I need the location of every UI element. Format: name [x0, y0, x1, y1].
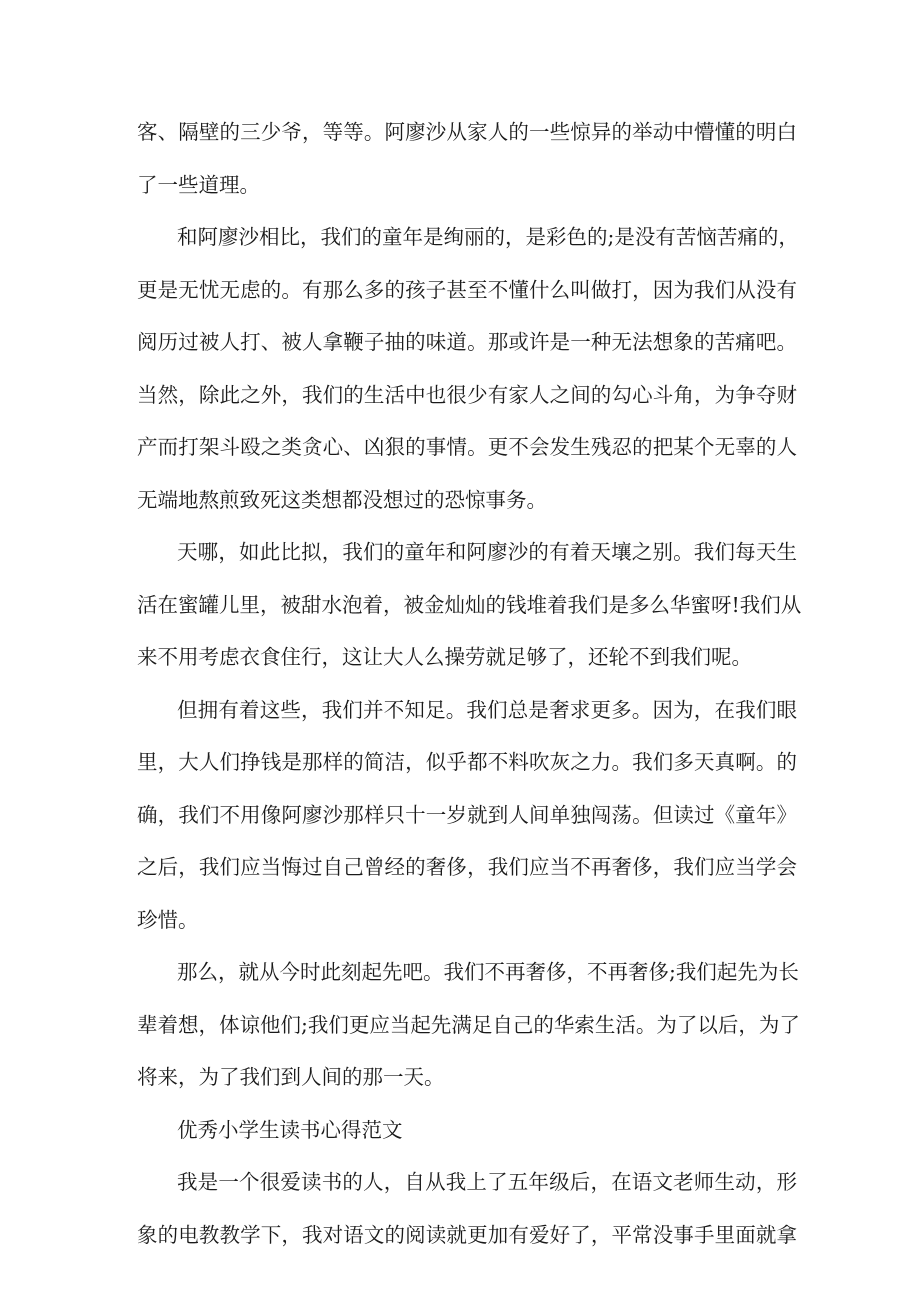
paragraph-first-line: 但拥有着这些，我们并不知足。我们总是奢求更多。因为，在我们眼	[177, 698, 797, 722]
text-line: 来不用考虑衣食住行，这让大人么操劳就足够了，还轮不到我们呢。	[137, 645, 752, 669]
text-line: 无端地熬煎致死这类想都没想过的恐惊事务。	[137, 488, 547, 512]
paragraph-first-line: 那么，就从今时此刻起先吧。我们不再奢侈，不再奢侈;我们起先为长	[177, 960, 799, 984]
text-line: 更是无忧无虑的。有那么多的孩子甚至不懂什么叫做打，因为我们从没有	[137, 278, 797, 302]
text-line: 里，大人们挣钱是那样的简洁，似乎都不料吹灰之力。我们多天真啊。的	[137, 750, 797, 774]
text-line: 之后，我们应当悔过自己曾经的奢侈，我们应当不再奢侈，我们应当学会	[137, 855, 797, 879]
text-line: 辈着想，体谅他们;我们更应当起先满足自己的华索生活。为了以后，为了	[137, 1013, 800, 1037]
paragraph-first-line: 我是一个很爱读书的人，自从我上了五年级后，在语文老师生动，形	[177, 1170, 797, 1194]
text-line: 活在蜜罐儿里，被甜水泡着，被金灿灿的钱堆着我们是多么华蜜呀!我们从	[137, 593, 802, 617]
text-line: 确，我们不用像阿廖沙那样只十一岁就到人间单独闯荡。但读过《童年》	[137, 803, 797, 827]
text-line: 象的电教教学下，我对语文的阅读就更加有爱好了，平常没事手里面就拿	[137, 1223, 797, 1247]
text-line: 了一些道理。	[137, 173, 260, 197]
text-line: 客、隔壁的三少爷，等等。阿廖沙从家人的一些惊异的举动中懵懂的明白	[137, 120, 797, 144]
text-line: 阅历过被人打、被人拿鞭子抽的味道。那或许是一种无法想象的苦痛吧。	[137, 330, 797, 354]
section-heading: 优秀小学生读书心得范文	[177, 1118, 403, 1142]
paragraph-first-line: 天哪，如此比拟，我们的童年和阿廖沙的有着天壤之别。我们每天生	[177, 540, 797, 564]
text-line: 珍惜。	[137, 908, 199, 932]
text-line: 将来，为了我们到人间的那一天。	[137, 1065, 445, 1089]
text-line: 当然，除此之外，我们的生活中也很少有家人之间的勾心斗角，为争夺财	[137, 383, 797, 407]
paragraph-first-line: 和阿廖沙相比，我们的童年是绚丽的，是彩色的;是没有苦恼苦痛的，	[177, 225, 799, 249]
text-line: 产而打架斗殴之类贪心、凶狠的事情。更不会发生残忍的把某个无辜的人	[137, 435, 797, 459]
